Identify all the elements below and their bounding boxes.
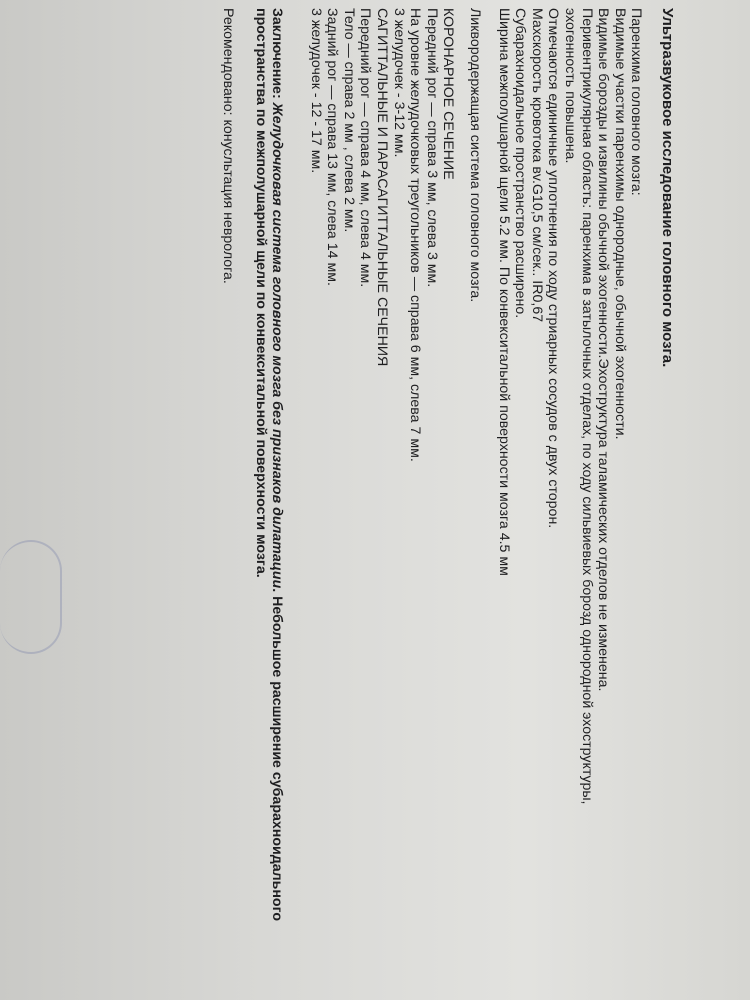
conclusion-label: Заключение:	[269, 8, 286, 99]
text-line: Субарахноидальное пространство расширено.	[512, 8, 529, 319]
text-line: 3 желудочек - 12 - 17 мм.	[307, 8, 324, 174]
text-line: Задний рог — справа 13 мм, слева 14 мм.	[324, 8, 341, 286]
text-line: Видимые участки паренхимы однородные, обычной эхогенности.	[611, 8, 628, 440]
text-line: Передний рог — справа 3 мм, слева 3 мм.	[423, 8, 440, 288]
text-line: На уровне желудочковых треугольников — справа 6 мм, слева 7 мм.	[407, 8, 424, 462]
text-line: Передний рог — справа 4 мм, слева 4 мм.	[357, 8, 374, 288]
conclusion	[252, 8, 285, 968]
text-line: эхогенность повышена.	[562, 8, 579, 164]
section-heading: КОРОНАРНОЕ СЕЧЕНИЕ	[440, 8, 457, 180]
text-line: Видимые борозды и извилины обычной эхогенности.Эхоструктура таламических отделов не изменена.	[595, 8, 612, 692]
section-heading: САГИТТАЛЬНЫЕ И ПАРАСАГИТТАЛЬНЫЕ СЕЧЕНИЯ	[374, 8, 391, 367]
recommendation: Рекомендовано: конусльтация невролога.	[219, 8, 236, 284]
text-line: Паренхима головного мозга:	[628, 8, 645, 196]
text-line: Ширина межполушарной щели 5.2 мм. По конвекситальной поверхности мозга 4.5 мм	[495, 8, 512, 576]
report-body	[15, 8, 675, 988]
text-line: Отмечаются единичные уплотнения по ходу стриарных сосудов с двух сторон.	[545, 8, 562, 529]
report-title: Ультразвуковое исследование головного мозга.	[659, 8, 676, 368]
text-line: Махскорость кровотока вv.G10,5 см/сек.. IR0,67	[528, 8, 545, 323]
text-line: Перивентрикулярная область: паренхима в затылочных отделах, по ходу сильвиевых борозд однородной эхоструктуры,	[578, 8, 595, 805]
conclusion-text: . Небольшое расширение субарахноидального пространства по межполушарной щели по конвекситальной поверхности мозга.	[252, 8, 286, 921]
conclusion-italic: Желудочковая система головного мозга без признаков дилатации	[269, 102, 286, 589]
text-line: 3 желудочек - 3-12 мм.	[390, 8, 407, 158]
text-line: Ликвородержащая система головного мозга.	[467, 8, 484, 303]
text-line: Тело — справа 2 мм , слева 2 мм.	[340, 8, 357, 233]
